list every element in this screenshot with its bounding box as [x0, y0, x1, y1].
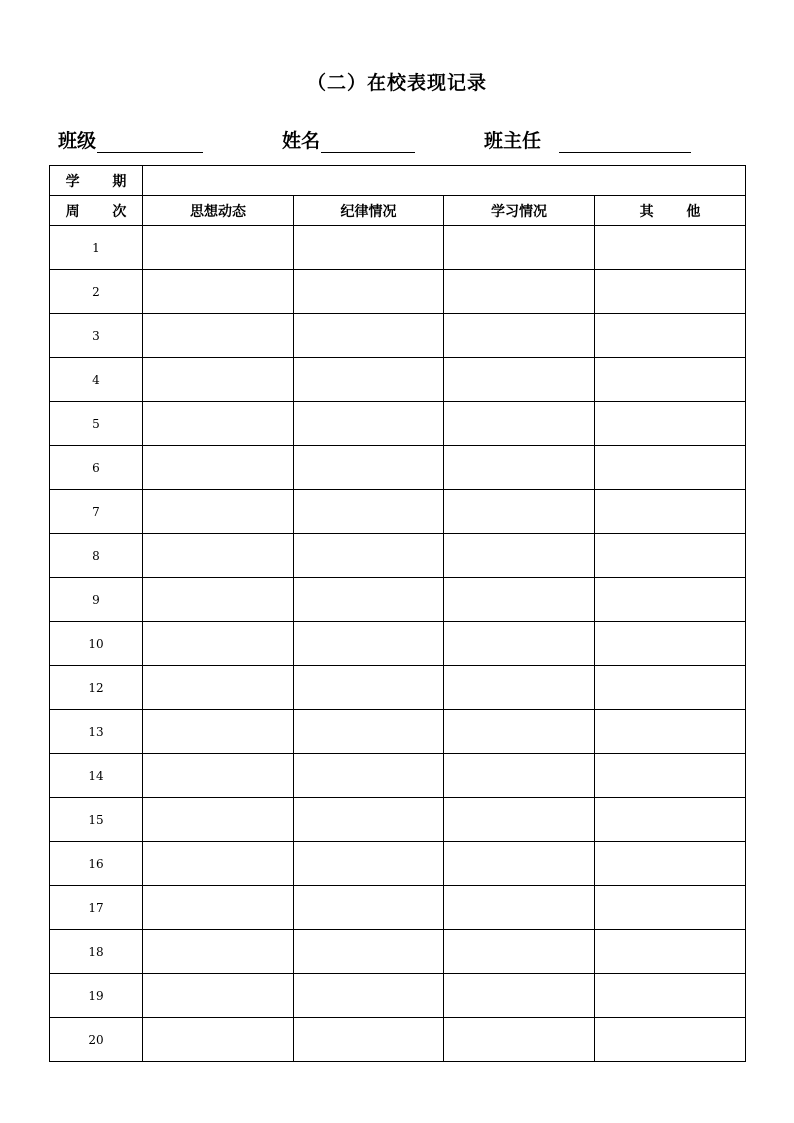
study-cell[interactable]: [444, 402, 595, 446]
week-number: 4: [50, 358, 143, 402]
week-number: 19: [50, 974, 143, 1018]
table-row: [50, 490, 746, 534]
thought-cell[interactable]: [143, 842, 294, 886]
name-blank[interactable]: [321, 132, 415, 153]
discipline-cell[interactable]: [294, 270, 444, 314]
column-header-other: 其 他: [595, 196, 746, 226]
column-header-row: [50, 196, 746, 226]
study-cell[interactable]: [444, 358, 595, 402]
thought-cell[interactable]: [143, 974, 294, 1018]
other-cell[interactable]: [595, 710, 746, 754]
other-cell[interactable]: [595, 402, 746, 446]
discipline-cell[interactable]: [294, 402, 444, 446]
table-row: [50, 754, 746, 798]
table-row: [50, 446, 746, 490]
study-cell[interactable]: [444, 270, 595, 314]
week-number: 17: [50, 886, 143, 930]
study-cell[interactable]: [444, 666, 595, 710]
discipline-cell[interactable]: [294, 798, 444, 842]
student-info-row: [0, 126, 794, 156]
other-cell[interactable]: [595, 490, 746, 534]
study-cell[interactable]: [444, 314, 595, 358]
study-cell[interactable]: [444, 622, 595, 666]
other-cell[interactable]: [595, 798, 746, 842]
table-row: [50, 534, 746, 578]
week-number: 18: [50, 930, 143, 974]
thought-cell[interactable]: [143, 798, 294, 842]
thought-cell[interactable]: [143, 402, 294, 446]
study-cell[interactable]: [444, 490, 595, 534]
study-cell[interactable]: [444, 534, 595, 578]
discipline-cell[interactable]: [294, 490, 444, 534]
thought-cell[interactable]: [143, 754, 294, 798]
discipline-cell[interactable]: [294, 974, 444, 1018]
other-cell[interactable]: [595, 270, 746, 314]
study-cell[interactable]: [444, 930, 595, 974]
week-number: 8: [50, 534, 143, 578]
week-number: 6: [50, 446, 143, 490]
table-row: [50, 1018, 746, 1062]
table-row: [50, 314, 746, 358]
table-row: [50, 226, 746, 270]
other-cell[interactable]: [595, 622, 746, 666]
performance-record-table: [49, 165, 746, 1062]
week-number: 15: [50, 798, 143, 842]
column-header-study: 学习情况: [444, 196, 595, 226]
discipline-cell[interactable]: [294, 666, 444, 710]
other-cell[interactable]: [595, 886, 746, 930]
study-cell[interactable]: [444, 446, 595, 490]
thought-cell[interactable]: [143, 226, 294, 270]
week-number: 9: [50, 578, 143, 622]
table-row: [50, 930, 746, 974]
study-cell[interactable]: [444, 710, 595, 754]
teacher-blank[interactable]: [559, 132, 691, 153]
other-cell[interactable]: [595, 666, 746, 710]
discipline-cell[interactable]: [294, 226, 444, 270]
discipline-cell[interactable]: [294, 710, 444, 754]
discipline-cell[interactable]: [294, 446, 444, 490]
discipline-cell[interactable]: [294, 842, 444, 886]
week-number: 16: [50, 842, 143, 886]
week-number: 1: [50, 226, 143, 270]
class-label: 班级: [58, 130, 97, 152]
other-cell[interactable]: [595, 754, 746, 798]
thought-cell[interactable]: [143, 490, 294, 534]
week-number: 20: [50, 1018, 143, 1062]
discipline-cell[interactable]: [294, 578, 444, 622]
semester-value-cell[interactable]: [143, 166, 746, 196]
table-row: [50, 798, 746, 842]
table-row: [50, 710, 746, 754]
table-row: [50, 270, 746, 314]
thought-cell[interactable]: [143, 358, 294, 402]
table-row: [50, 578, 746, 622]
table-row: [50, 402, 746, 446]
week-number: 3: [50, 314, 143, 358]
thought-cell[interactable]: [143, 578, 294, 622]
other-cell[interactable]: [595, 226, 746, 270]
thought-cell[interactable]: [143, 534, 294, 578]
other-cell[interactable]: [595, 1018, 746, 1062]
column-header-discipline: 纪律情况: [294, 196, 444, 226]
thought-cell[interactable]: [143, 666, 294, 710]
week-number: 7: [50, 490, 143, 534]
thought-cell[interactable]: [143, 1018, 294, 1062]
study-cell[interactable]: [444, 754, 595, 798]
study-cell[interactable]: [444, 886, 595, 930]
week-number: 5: [50, 402, 143, 446]
semester-row: [50, 166, 746, 196]
table-row: [50, 974, 746, 1018]
name-label: 姓名: [282, 130, 321, 152]
study-cell[interactable]: [444, 1018, 595, 1062]
week-number: 2: [50, 270, 143, 314]
week-number: 10: [50, 622, 143, 666]
thought-cell[interactable]: [143, 930, 294, 974]
other-cell[interactable]: [595, 930, 746, 974]
discipline-cell[interactable]: [294, 886, 444, 930]
study-cell[interactable]: [444, 798, 595, 842]
other-cell[interactable]: [595, 314, 746, 358]
other-cell[interactable]: [595, 842, 746, 886]
discipline-cell[interactable]: [294, 930, 444, 974]
study-cell[interactable]: [444, 226, 595, 270]
class-field: [58, 126, 203, 153]
discipline-cell[interactable]: [294, 754, 444, 798]
other-cell[interactable]: [595, 578, 746, 622]
name-field: [282, 126, 415, 153]
discipline-cell[interactable]: [294, 358, 444, 402]
other-cell[interactable]: [595, 358, 746, 402]
thought-cell[interactable]: [143, 446, 294, 490]
table-row: [50, 842, 746, 886]
class-blank[interactable]: [97, 132, 203, 153]
week-number: 12: [50, 666, 143, 710]
page-title: （二）在校表现记录: [306, 72, 487, 94]
discipline-cell[interactable]: [294, 622, 444, 666]
thought-cell[interactable]: [143, 886, 294, 930]
study-cell[interactable]: [444, 578, 595, 622]
table-row: [50, 666, 746, 710]
teacher-field: [484, 126, 691, 153]
table-row: [50, 886, 746, 930]
other-cell[interactable]: [595, 446, 746, 490]
thought-cell[interactable]: [143, 314, 294, 358]
discipline-cell[interactable]: [294, 534, 444, 578]
other-cell[interactable]: [595, 974, 746, 1018]
study-cell[interactable]: [444, 974, 595, 1018]
other-cell[interactable]: [595, 534, 746, 578]
week-header: 周 次: [50, 196, 143, 226]
column-header-thought: 思想动态: [143, 196, 294, 226]
discipline-cell[interactable]: [294, 314, 444, 358]
table-row: [50, 622, 746, 666]
thought-cell[interactable]: [143, 710, 294, 754]
study-cell[interactable]: [444, 842, 595, 886]
week-number: 14: [50, 754, 143, 798]
week-number: 13: [50, 710, 143, 754]
discipline-cell[interactable]: [294, 1018, 444, 1062]
table-row: [50, 358, 746, 402]
teacher-label: 班主任: [484, 130, 542, 152]
semester-label: 学 期: [50, 166, 143, 196]
thought-cell[interactable]: [143, 270, 294, 314]
thought-cell[interactable]: [143, 622, 294, 666]
